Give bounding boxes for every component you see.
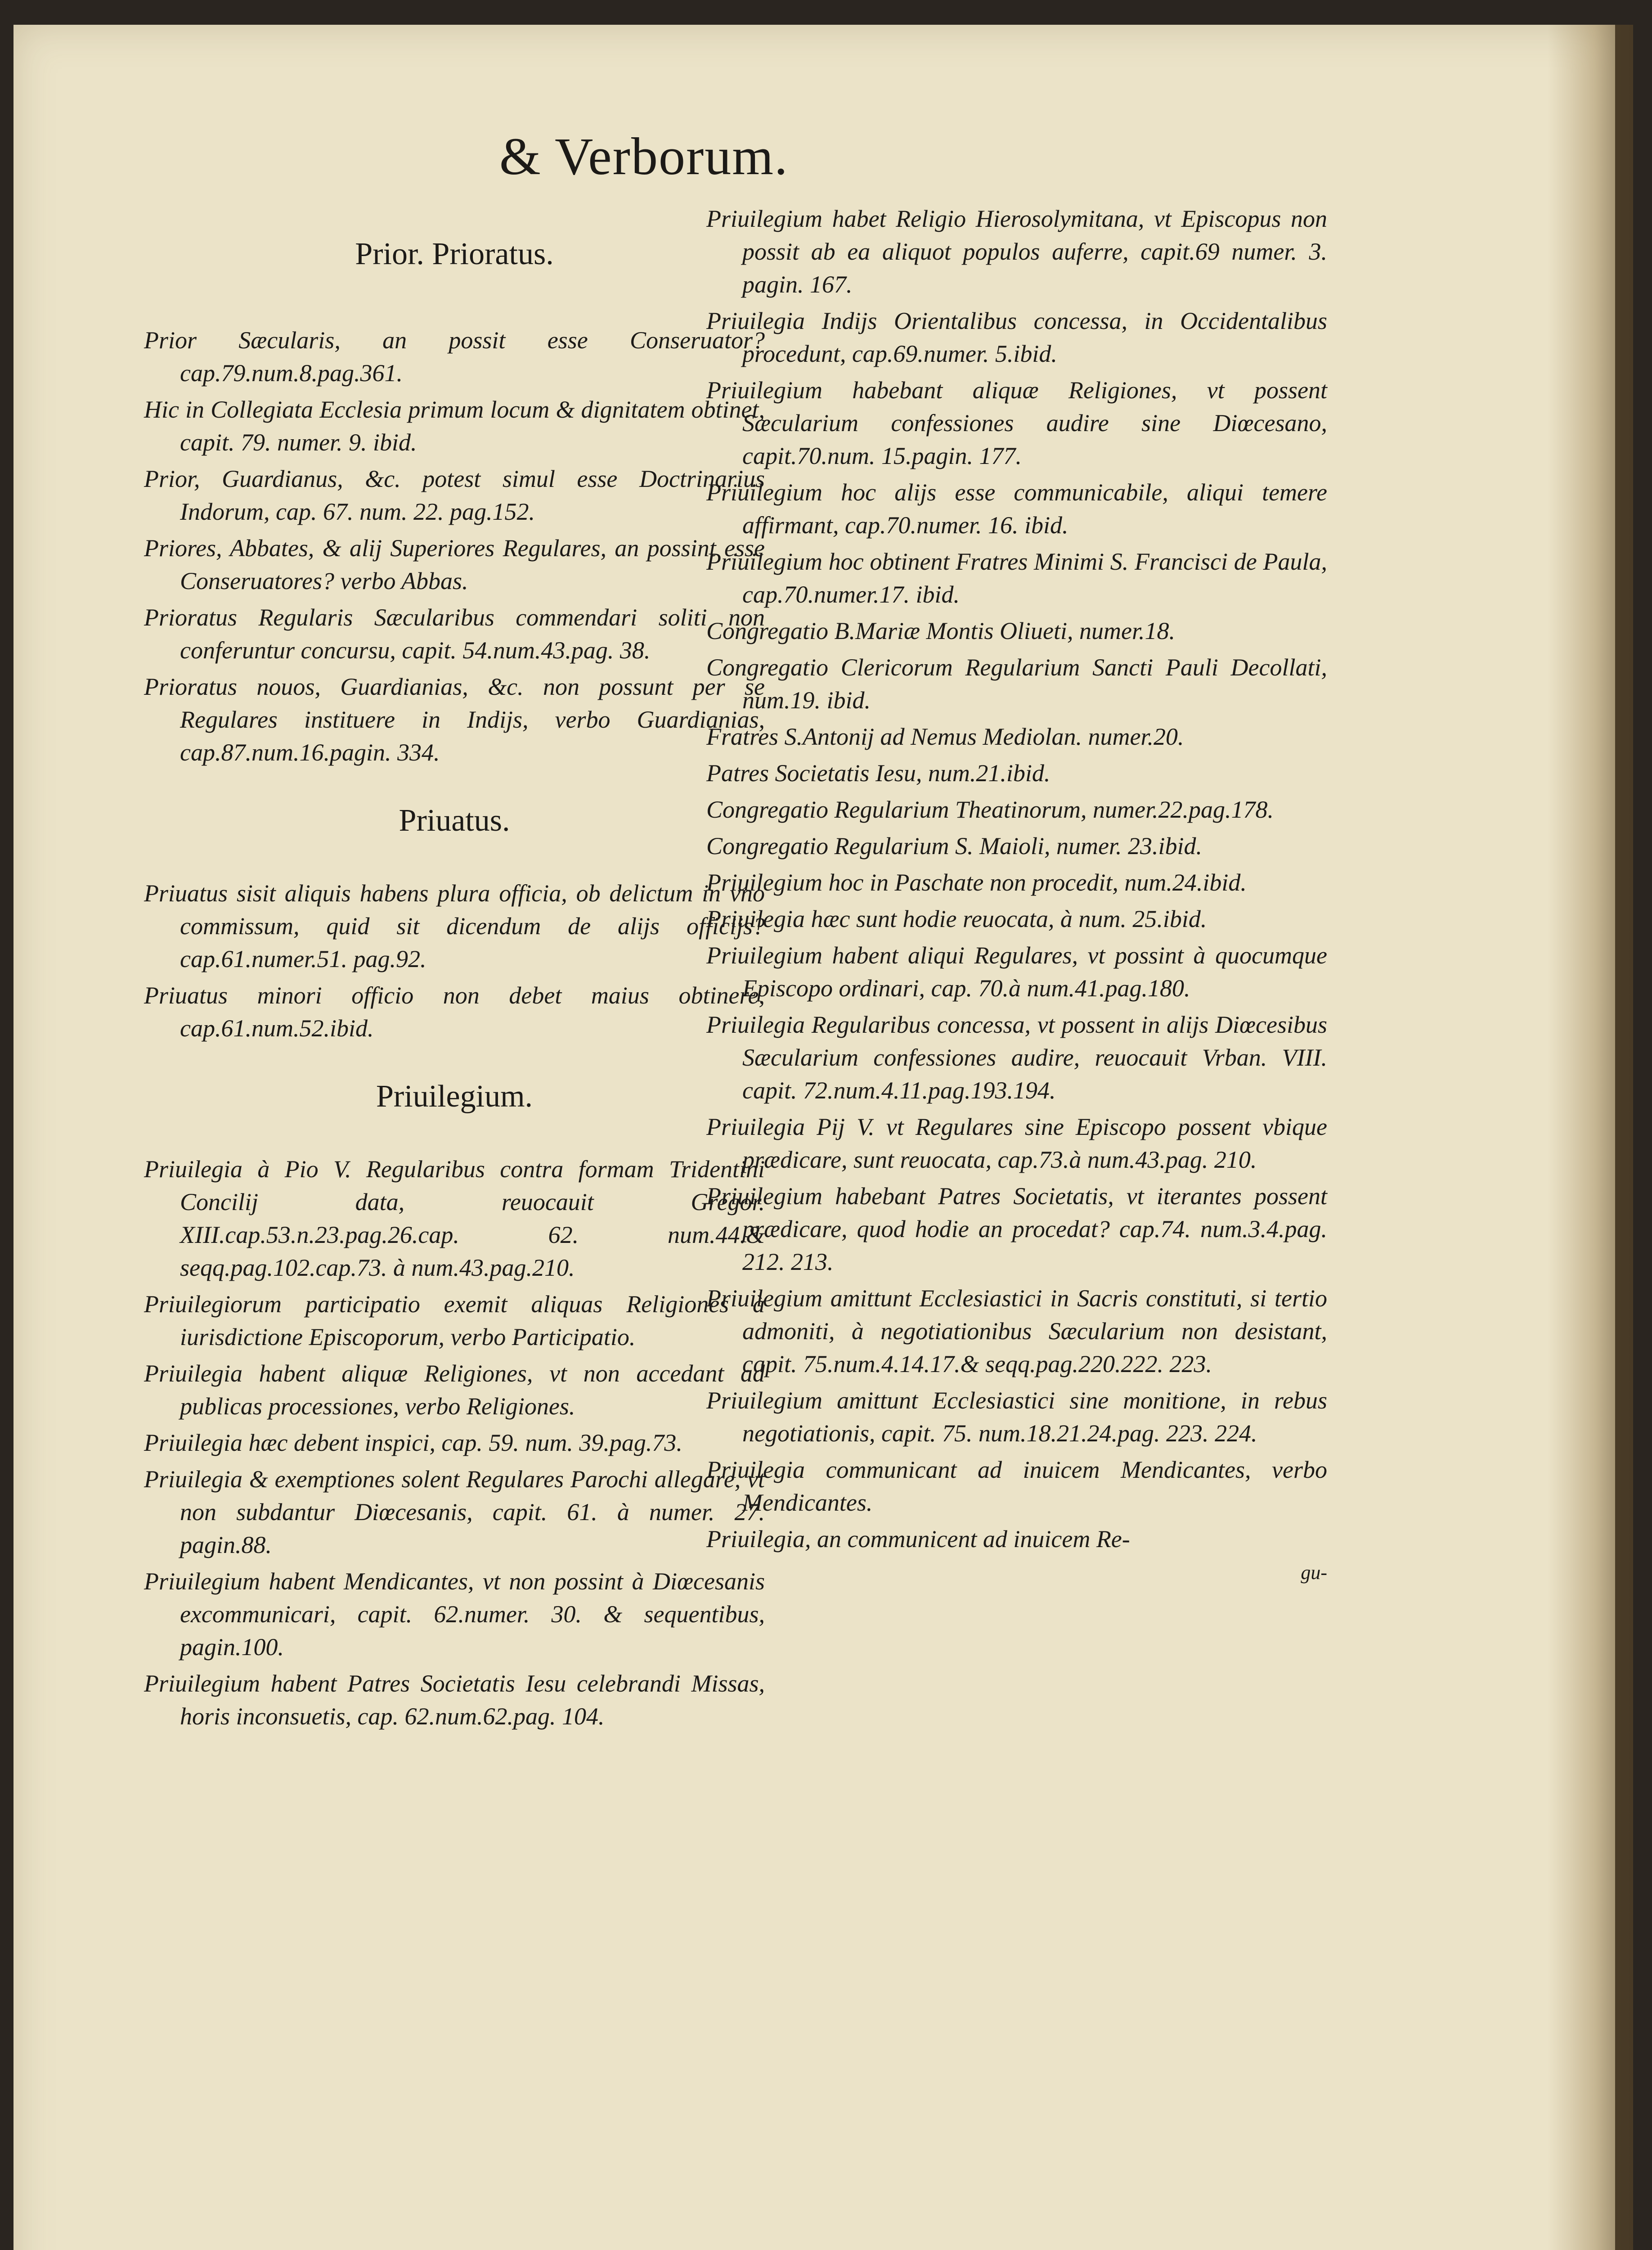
section-heading-priuilegium: Priuilegium.	[376, 1079, 533, 1114]
index-entry: Priuilegium amittunt Ecclesiastici in Sacris constituti, si tertio admoniti, à negotiationibus Sæcularium non desistant, capit. 75.num.4.14.17.& seqq.pag.220.222. 223.	[706, 1285, 1327, 1377]
index-entry: Priuilegium habebant Patres Societatis, vt iterantes possent prædicare, quod hodie an procedat? cap.74. num.3.4.pag. 212. 213.	[706, 1183, 1327, 1275]
index-entry: Congregatio Regularium S. Maioli, numer. 23.ibid.	[706, 832, 1202, 860]
index-entry: Fratres S.Antonij ad Nemus Mediolan. numer.20.	[706, 723, 1184, 750]
index-entry: Priuilegium hoc in Paschate non procedit, num.24.ibid.	[706, 869, 1247, 896]
index-entry: Prior, Guardianus, &c. potest simul esse Doctrinarius Indorum, cap. 67. num. 22. pag.152.	[144, 465, 765, 525]
running-head: & Verborum.	[499, 127, 789, 186]
index-entry: Priuilegium habent aliqui Regulares, vt possint à quocumque Episcopo ordinari, cap. 70.à num.41.pag.180.	[706, 942, 1327, 1002]
index-entry: Priuilegium hoc obtinent Fratres Minimi S. Francisci de Paula, cap.70.numer.17. ibid.	[706, 548, 1327, 608]
index-entry: Priuilegia habent aliquæ Religiones, vt non accedant ad publicas processiones, verbo Religiones.	[144, 1360, 765, 1420]
index-entry: Priuilegium amittunt Ecclesiastici sine monitione, in rebus negotiationis, capit. 75. num.18.21.24.pag. 223. 224.	[706, 1387, 1327, 1447]
index-entry: Priores, Abbates, & alij Superiores Regulares, an possint esse Conseruatores? verbo Abbas.	[144, 535, 765, 594]
index-entry: Priuilegium habent Patres Societatis Iesu celebrandi Missas, horis inconsuetis, cap. 62.num.62.pag. 104.	[144, 1670, 765, 1730]
catchword: gu-	[1301, 1562, 1327, 1584]
left-column	[144, 234, 765, 1737]
index-entry: Hic in Collegiata Ecclesia primum locum & dignitatem obtinet, capit. 79. numer. 9. ibid.	[144, 396, 765, 456]
index-entry: Congregatio Clericorum Regularium Sancti Pauli Decollati, num.19. ibid.	[706, 654, 1327, 714]
index-entry: Prioratus Regularis Sæcularibus commendari soliti non conferuntur concursu, capit. 54.num.43.pag. 38.	[144, 604, 765, 664]
index-entry: Congregatio Regularium Theatinorum, numer.22.pag.178.	[706, 796, 1274, 823]
index-entry: Priuilegia Regularibus concessa, vt possent in alijs Diœcesibus Sæcularium confessiones audire, reuocauit Vrban. VIII. capit. 72.num.4.11.pag.193.194.	[706, 1011, 1327, 1104]
index-entry: Prioratus nouos, Guardianias, &c. non possunt per se Regulares instituere in Indijs, verbo Guardianias, cap.87.num.16.pagin. 334.	[144, 673, 765, 766]
index-entry: Priuilegiorum participatio exemit aliquas Religiones à iurisdictione Episcoporum, verbo Participatio.	[144, 1291, 765, 1350]
index-entry: Priuilegia hæc debent inspici, cap. 59. num. 39.pag.73.	[144, 1429, 682, 1456]
section-heading-priuatus: Priuatus.	[399, 803, 510, 838]
index-entry: Priuilegium habet Religio Hierosolymitana, vt Episcopus non possit ab ea aliquot populos auferre, capit.69 numer. 3. pagin. 167.	[706, 205, 1327, 298]
index-entry: Priuilegia Pij V. vt Regulares sine Episcopo possent vbique prædicare, sunt reuocata, cap.73.à num.43.pag. 210.	[706, 1113, 1327, 1173]
index-entry: Priuilegia communicant ad inuicem Mendicantes, verbo Mendicantes.	[706, 1456, 1327, 1516]
page-gutter-shadow	[1548, 25, 1633, 2250]
index-entry: Priuilegia à Pio V. Regularibus contra formam Tridentini Concilij data, reuocauit Gregor. XIII.cap.53.n.23.pag.26.cap. 62. num.44.& seqq.pag.102.cap.73. à num.43.pag.210.	[144, 1156, 765, 1281]
index-entry: Priuilegia, an communicent ad inuicem Re-	[706, 1526, 1130, 1552]
index-entry: Priuilegia Indijs Orientalibus concessa, in Occidentalibus procedunt, cap.69.numer. 5.ibid.	[706, 307, 1327, 367]
index-entry: Priuilegia & exemptiones solent Regulares Parochi allegare, vt non subdantur Diœcesanis, capit. 61. à numer. 27. pagin.88.	[144, 1466, 765, 1558]
index-entry: Congregatio B.Mariæ Montis Oliueti, numer.18.	[706, 617, 1175, 644]
index-entry: Patres Societatis Iesu, num.21.ibid.	[706, 760, 1050, 787]
index-entry: Priuilegia hæc sunt hodie reuocata, à num. 25.ibid.	[706, 905, 1207, 932]
index-entry: Prior Sæcularis, an possit esse Conseruator? cap.79.num.8.pag.361.	[144, 327, 765, 387]
section-heading-prior: Prior. Prioratus.	[355, 237, 554, 271]
index-entry: Priuilegium hoc alijs esse communicabile, aliqui temere affirmant, cap.70.numer. 16. ibid.	[706, 479, 1327, 539]
index-entry: Priuatus minori officio non debet maius obtinere, cap.61.num.52.ibid.	[144, 982, 765, 1042]
right-column	[706, 202, 1327, 1586]
index-entry: Priuilegium habent Mendicantes, vt non possint à Diœcesanis excommunicari, capit. 62.numer. 30. & sequentibus, pagin.100.	[144, 1568, 765, 1660]
index-entry: Priuilegium habebant aliquæ Religiones, vt possent Sæcularium confessiones audire sine Diœcesano, capit.70.num. 15.pagin. 177.	[706, 377, 1327, 469]
index-entry: Priuatus sisit aliquis habens plura officia, ob delictum in vno commissum, quid sit dicendum de alijs officijs? cap.61.numer.51. pag.92.	[144, 880, 765, 972]
